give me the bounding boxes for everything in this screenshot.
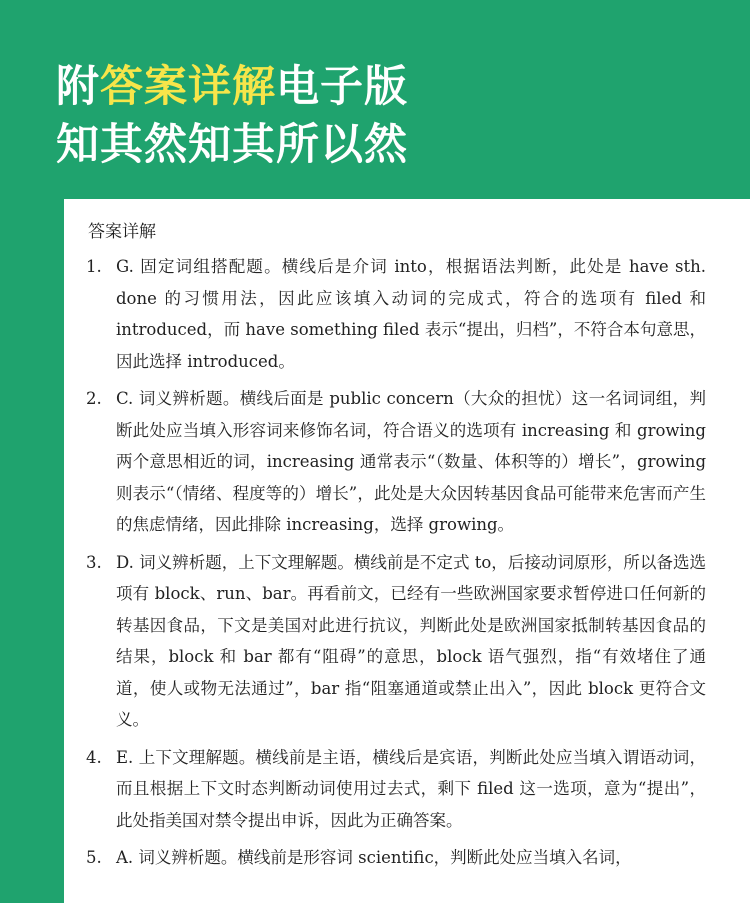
answer-item-1	[86, 251, 706, 377]
item-text: A. 词义辨析题。横线前是形容词 scientific，判断此处应当填入名词，	[116, 848, 632, 867]
answer-item-2	[86, 383, 706, 541]
item-text: C. 词义辨析题。横线后面是 public concern（大众的担忧）这一名词词组，判断此处应当填入形容词来修饰名词，符合语义的选项有 increasing 和 growing 两个意思相近的词，increasing 通常表示“（数量、体积等的）增长”，growing 则表示“（情绪、程度等的）增长”，此处是大众因转基因食品可能带来危害而产生的焦虑情绪，因此排除 increasing，选择 growing。	[116, 389, 706, 534]
promo-headline	[56, 58, 408, 174]
answer-list	[86, 251, 706, 880]
answer-item-5	[86, 842, 706, 874]
headline-suffix: 电子版	[276, 62, 408, 112]
headline-line-2: 知其然知其所以然	[56, 120, 408, 170]
item-number: 4.	[86, 747, 102, 767]
item-number: 5.	[86, 848, 102, 867]
headline-prefix: 附	[56, 62, 100, 112]
item-number: 2.	[86, 389, 102, 408]
item-number: 1.	[86, 257, 102, 276]
item-text: D. 词义辨析题，上下文理解题。横线前是不定式 to，后接动词原形，所以备选选项有 block、run、bar。再看前文，已经有一些欧洲国家要求暂停进口任何新的转基因食品，下文是美国对此进行抗议，判断此处是欧洲国家抵制转基因食品的结果，block 和 bar 都有“阻碍”的意思，block 语气强烈，指“有效堵住了通道，使人或物无法通过”，bar 指“阻塞通道或禁止出入”，因此 block 更符合文义。	[116, 552, 706, 729]
item-text: E. 上下文理解题。横线前是主语，横线后是宾语，判断此处应当填入谓语动词，而且根据上下文时态判断动词使用过去式，剩下 filed 这一选项，意为“提出”，此处指美国对禁令提出申诉，因此为正确答案。	[116, 747, 706, 830]
answer-item-4	[86, 742, 706, 837]
headline-highlight: 答案详解	[100, 62, 276, 112]
answer-item-3	[86, 547, 706, 736]
answer-card	[64, 199, 750, 903]
item-text: G. 固定词组搭配题。横线后是介词 into，根据语法判断，此处是 have sth. done 的习惯用法，因此应该填入动词的完成式，符合的选项有 filed 和 introduced，而 have something filed 表示“提出，归档”，不符合本句意思，因此选择 introduced。	[116, 257, 706, 371]
item-number: 3.	[86, 552, 102, 572]
section-title: 答案详解	[88, 222, 156, 242]
headline-line-1	[56, 62, 408, 112]
